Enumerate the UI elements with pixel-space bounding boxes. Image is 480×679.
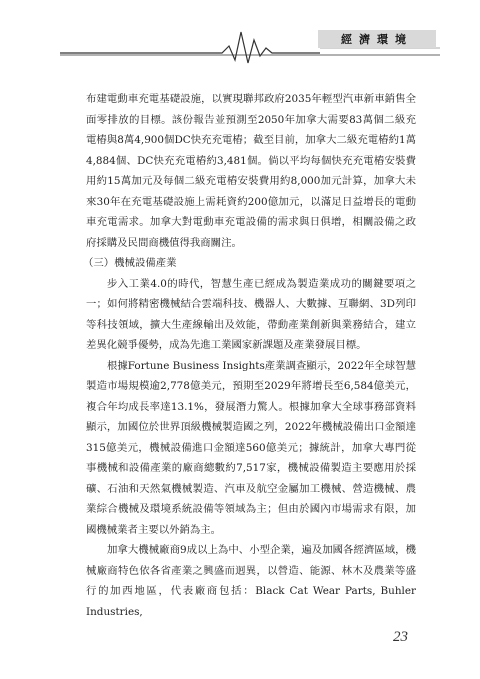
document-body	[83, 89, 416, 622]
body-paragraph-4: 加拿大機械廠商9成以上為中、小型企業，遍及加國各經濟區域，機械廠商特色依各省產業之興盛而迥異，以營造、能源、林木及農業等盛行的加西地區，代表廠商包括：Black Cat Wear Parts, Buhler Industries,	[86, 544, 416, 618]
page-number: 23	[393, 629, 408, 645]
page-header	[0, 0, 480, 70]
body-paragraph-2: 步入工業4.0的時代，智慧生產已經成為製造業成功的關鍵要項之一；如何將精密機械結合雲端科技、機器人、大數據、互聯網、3D列印等科技領域，擴大生產線輸出及效能，帶動產業創新與業務結合，建立差異化競爭優勢，成為先進工業國家新課題及產業發展目標。	[86, 277, 416, 351]
body-paragraph-1: 布建電動車充電基礎設施，以實現聯邦政府2035年輕型汽車新車銷售全面零排放的目標。該份報告並預測至2050年加拿大需要83萬個二級充電樁與8萬4,900個DC快充充電樁；截至目前，加拿大二級充電樁約1萬4,884個、DC快充充電樁約3,481個。倘以平均每個快充充電樁安裝費用約15萬加元及每個二級充電樁安裝費用約8,000加元計算，加拿大未來30年在充電基礎設施上需耗資約200億加元，以滿足日益增長的電動車充電需求。加拿大對電動車充電設備的需求與日俱增，相關設備之政府採購及民間商機值得我商關注。	[86, 93, 416, 249]
body-paragraph-3: 根據Fortune Business Insights產業調查顯示，2022年全球智慧製造市場規模逾2,778億美元，預期至2029年將增長至6,584億美元，複合年均成長率達13.1%，發展潛力驚人。根據加拿大全球事務部資料顯示，加國位於世界頂級機械製造國之列，2022年機械設備出口金額達315億美元，機械設備進口金額達560億美元；據統計，加拿大專門從事機械和設備產業的廠商總數約7,517家，機械設備製造主要應用於採礦、石油和天然氣機械製造、汽車及航空金屬加工機械、營造機械、農業綜合機械及環境系統設備等領域為主；但由於國內市場需求有限，加國機械業者主要以外銷為主。	[86, 359, 416, 536]
section-title: 經濟環境	[341, 33, 413, 46]
section-tag	[318, 30, 436, 48]
section-heading-3: （三）機械設備產業	[83, 257, 177, 269]
